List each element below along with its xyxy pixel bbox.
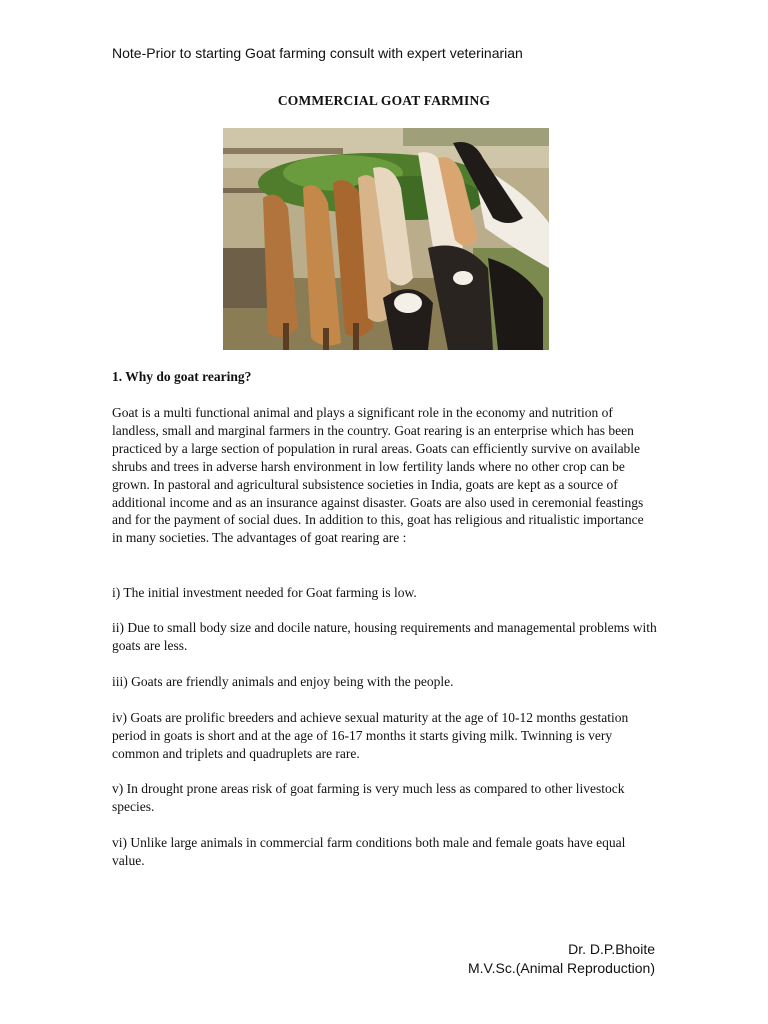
advantage-item: iv) Goats are prolific breeders and achieve sexual maturity at the age of 10-12 months gestation period in goats is short and at the age of 16-17 months it starts giving milk. Twinning is very common and triplets and quadruplets are rare. [112, 710, 629, 761]
advantage-item: vi) Unlike large animals in commercial farm conditions both male and female goats have equal value. [112, 835, 626, 868]
section-heading: 1. Why do goat rearing? [112, 369, 252, 384]
document-title: COMMERCIAL GOAT FARMING [277, 93, 491, 108]
author-qualification: M.V.Sc.(Animal Reproduction) [467, 960, 655, 976]
advantage-item: iii) Goats are friendly animals and enjoy being with the people. [112, 674, 454, 689]
advantage-item: v) In drought prone areas risk of goat farming is very much less as compared to other livestock species. [112, 781, 625, 814]
author-name: Dr. D.P.Bhoite [568, 941, 655, 957]
advantage-item: i) The initial investment needed for Goat farming is low. [112, 585, 417, 600]
advantage-item: ii) Due to small body size and docile nature, housing requirements and managemental problems with goats are less. [112, 620, 657, 653]
goats-feeding-photo [223, 128, 549, 350]
top-note: Note-Prior to starting Goat farming consult with expert veterinarian [112, 45, 523, 61]
intro-paragraph: Goat is a multi functional animal and plays a significant role in the economy and nutrition of landless, small and marginal farmers in the country. Goat rearing is an enterprise which has been practiced by a large section of population in rural areas. Goats can efficiently survive on available shrubs and trees in adverse harsh environment in low fertility lands where no other crop can be grown. In pastoral and agricultural subsistence societies in India, goats are kept as a source of additional income and as an insurance against disaster. Goats are also used in ceremonial feastings and for the payment of social dues. In addition to this, goat has religious and ritualistic importance in many societies. The advantages of goat rearing are : [112, 405, 644, 546]
